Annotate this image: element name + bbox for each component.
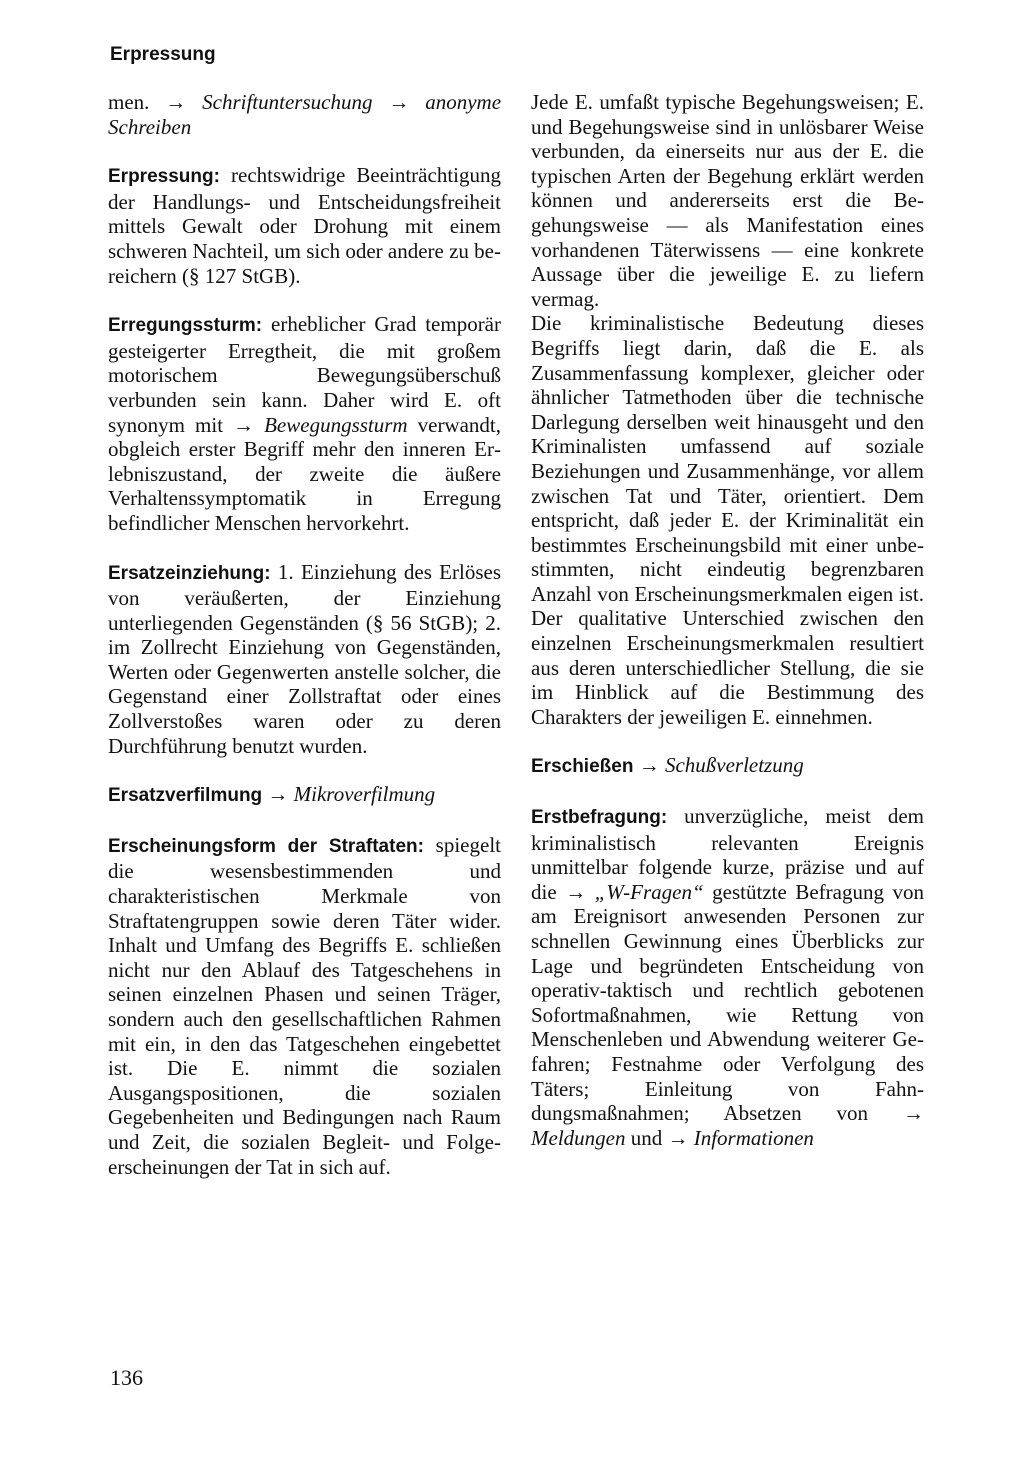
entry-erregungssturm xyxy=(108,312,501,535)
entry-erschiessen xyxy=(531,753,924,780)
entry-text: gestützte Befragung von am Ereignisort anwesenden Personen zur schnellen Gewinnung eines Überblicks zur Lage und begründeten Entscheidung von operativ-taktisch und rechtlich gebotenen Sofortmaßnahmen, wie Rettung von Menschenleben und Abwendung weiterer Gefahren; Festnahme oder Verfolgung des Täters; Einleitung von Fahndungsmaßnahmen; Absetzen von → xyxy=(531,879,925,1126)
entry-term: Ersatzeinziehung: xyxy=(108,562,271,584)
entry-text: → xyxy=(372,90,426,114)
entry-term: Erpressung: xyxy=(108,166,220,188)
entry-text: → xyxy=(633,753,665,778)
entry-text: verwandt, obgleich erster Begriff mehr den inneren Erlebniszustand, der zweite die äußere Verhaltenssymptomatik in Erregung befindlicher Menschen hervorkehrt. xyxy=(108,412,502,535)
entry-text: und → xyxy=(625,1125,694,1150)
entry-term: Erstbefragung: xyxy=(531,807,668,829)
cross-reference: Meldungen xyxy=(531,1125,626,1150)
cross-reference: Schriftuntersuchung xyxy=(202,90,373,114)
cross-reference: Informationen xyxy=(693,1125,814,1150)
entry-paragraph: Die kriminalistische Bedeutung dieses Begriffs liegt darin, daß die E. als Zusammenfassung komplexer, gleicher oder ähnlicher Tatmethoden über die technische Darlegung derselben weit hinausgeht und den Kriminalisten umfassend auf soziale Beziehungen und Zusammenhänge, vor allem zwischen Tat und Täter, orientiert. Dem entspricht, daß jeder E. der Kriminalität ein bestimmtes Erscheinungsbild mit einer unbestimmten, nicht eindeutig begrenzbaren Anzahl von Erscheinungsmerkmalen eigen ist. Der qualitative Unterschied zwischen den einzelnen Erscheinungsmerkmalen resultiert aus deren unterschiedlicher Stellung, die sie im Hinblick auf die Bestimmung des Charakters der jeweiligen E. einnehmen. xyxy=(531,311,924,729)
entry-text: men. → xyxy=(108,90,203,114)
cross-reference: Bewegungssturm xyxy=(264,412,408,437)
entry-text: → xyxy=(262,782,294,807)
running-head: Erpressung xyxy=(110,44,216,65)
cross-reference: Mikroverfilmung xyxy=(293,782,436,807)
entry-continuation xyxy=(108,90,501,139)
entry-term: Ersatzverfilmung xyxy=(108,785,263,807)
left-column xyxy=(108,90,501,1179)
entry-text: spiegelt die wesensbestimmenden und charakteristischen Merkmale von Straftatengruppen sowie deren Täter wider. Inhalt und Umfang des Begriffs E. schließen nicht nur den Ablauf des Tatgeschehens in seinen einzelnen Phasen und seinen Träger, sondern auch den gesellschaftlichen Rahmen mit ein, in den das Tatgeschehen eingebettet ist. Die E. nimmt die sozialen Ausgangspositionen, die sozialen Gegebenheiten und Bedingungen nach Raum und Zeit, die sozialen Begleit- und Folgeerscheinungen der Tat in sich auf. xyxy=(108,832,501,1179)
entry-term: Erregungssturm: xyxy=(108,315,263,337)
cross-reference: anonyme Schreiben xyxy=(108,90,502,139)
entry-text: 1. Einziehung des Erlöses von veräußerten, der Einziehung unterliegenden Gegenständen (§ 56 StGB); 2. im Zollrecht Einziehung von Gegenständen, Werten oder Gegenwerten anstelle solcher, die Gegenstand einer Zollstraftat oder eines Zollverstoßes waren oder zu deren Durchführung benutzt wurden. xyxy=(108,559,501,758)
cross-reference: „W-Fragen“ xyxy=(594,879,704,904)
cross-reference: Schußverletzung xyxy=(664,753,804,778)
entry-term: Erschießen xyxy=(531,756,634,778)
entry-ersatzeinziehung xyxy=(108,560,501,759)
entry-paragraph: Jede E. umfaßt typische Begehungsweisen; E. und Begehungsweise sind in unlösbarer Weise verbunden, da einerseits nur aus der E. die typischen Arten der Begehung erklärt werden können und andererseits erst die Begehungsweise — als Manifestation eines vorhandenen Täterwissens — eine konkrete Aussage über die jeweilige E. zu liefern vermag. xyxy=(531,90,924,311)
entry-ersatzverfilmung xyxy=(108,782,501,809)
entry-text: erheblicher Grad temporär gesteigerter Erregtheit, die mit großem motorischem Bewegungsüberschuß verbunden sein kann. Daher wird E. oft synonym mit → xyxy=(108,312,501,437)
entry-text: unverzügliche, meist dem kriminalistisch relevanten Ereignis unmittelbar folgende kurze, präzise und auf die → xyxy=(531,804,924,904)
entry-erstbefragung xyxy=(531,804,924,1150)
entry-term: Erscheinungsform der Straftaten: xyxy=(108,835,424,857)
entry-erpressung xyxy=(108,163,501,288)
entry-erscheinungsform xyxy=(108,833,501,1179)
right-column xyxy=(531,90,924,1150)
page-number: 136 xyxy=(110,1365,143,1390)
entry-text: rechtswidrige Beeinträchtigung der Handlungs- und Entscheidungsfreiheit mittels Gewalt oder Drohung mit einem schweren Nachteil, um sich oder andere zu bereichern (§ 127 StGB). xyxy=(108,163,501,288)
